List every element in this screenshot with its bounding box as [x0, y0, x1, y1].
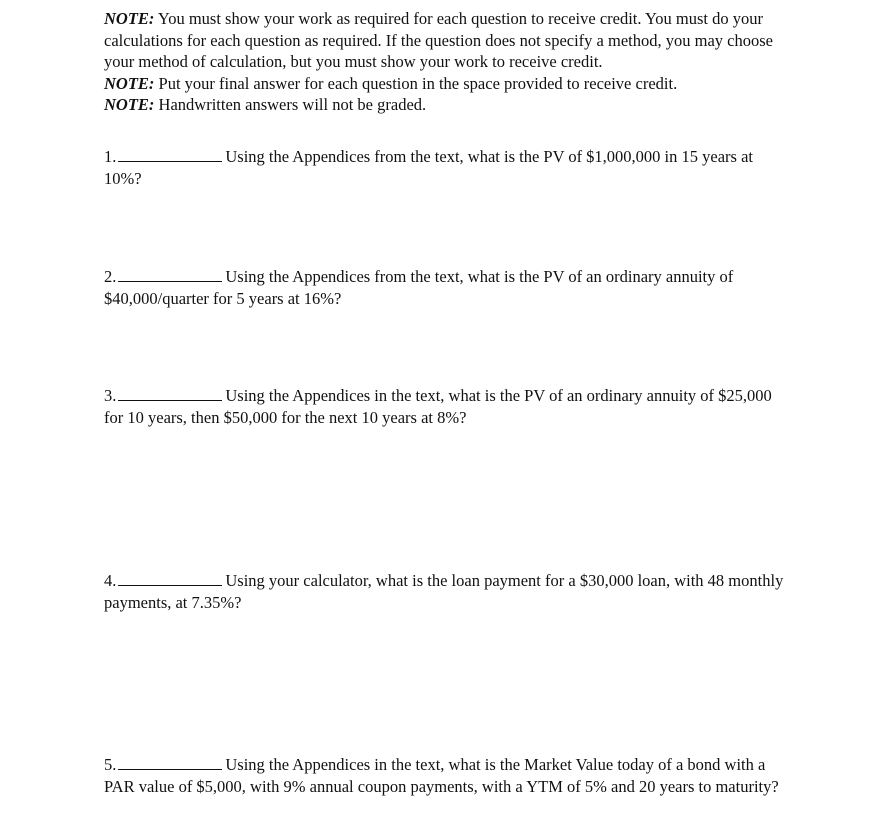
answer-blank[interactable]	[118, 386, 222, 401]
answer-blank[interactable]	[118, 571, 222, 586]
question-1	[104, 146, 794, 189]
question-number: 2.	[104, 267, 117, 286]
answer-blank[interactable]	[118, 147, 222, 162]
question-2	[104, 266, 794, 309]
note-3	[104, 94, 784, 116]
question-text: Using the Appendices in the text, what is the PV of an ordinary annuity of $25,000 for 10 years, then $50,000 for the next 10 years at 8%?	[104, 386, 772, 427]
question-4	[104, 570, 794, 613]
question-3	[104, 385, 794, 428]
question-number: 5.	[104, 755, 117, 774]
question-text: Using the Appendices from the text, what is the PV of $1,000,000 in 15 years at 10%?	[104, 147, 753, 188]
question-number: 4.	[104, 571, 117, 590]
note-label: NOTE:	[104, 95, 155, 114]
question-number: 1.	[104, 147, 117, 166]
answer-blank[interactable]	[118, 267, 222, 282]
question-text: Using the Appendices from the text, what is the PV of an ordinary annuity of $40,000/quarter for 5 years at 16%?	[104, 267, 734, 308]
note-text: Put your final answer for each question in the space provided to receive credit.	[154, 73, 678, 93]
question-text: Using your calculator, what is the loan payment for a $30,000 loan, with 48 monthly payments, at 7.35%?	[104, 571, 784, 612]
instructions	[104, 8, 784, 116]
question-5	[104, 754, 794, 797]
question-number: 3.	[104, 386, 117, 405]
note-1	[104, 8, 784, 73]
note-text: Handwritten answers will not be graded.	[154, 95, 427, 114]
note-2	[104, 73, 784, 95]
note-label: NOTE:	[104, 73, 155, 93]
note-label: NOTE:	[104, 9, 155, 28]
question-text: Using the Appendices in the text, what is the Market Value today of a bond with a PAR value of $5,000, with 9% annual coupon payments, with a YTM of 5% and 20 years to maturity?	[104, 755, 779, 796]
note-text: You must show your work as required for each question to receive credit. You must do your calculations for each question as required. If the question does not specify a method, you may choose your method of calculation, but you must show your work to receive credit.	[104, 9, 773, 71]
answer-blank[interactable]	[118, 755, 222, 770]
